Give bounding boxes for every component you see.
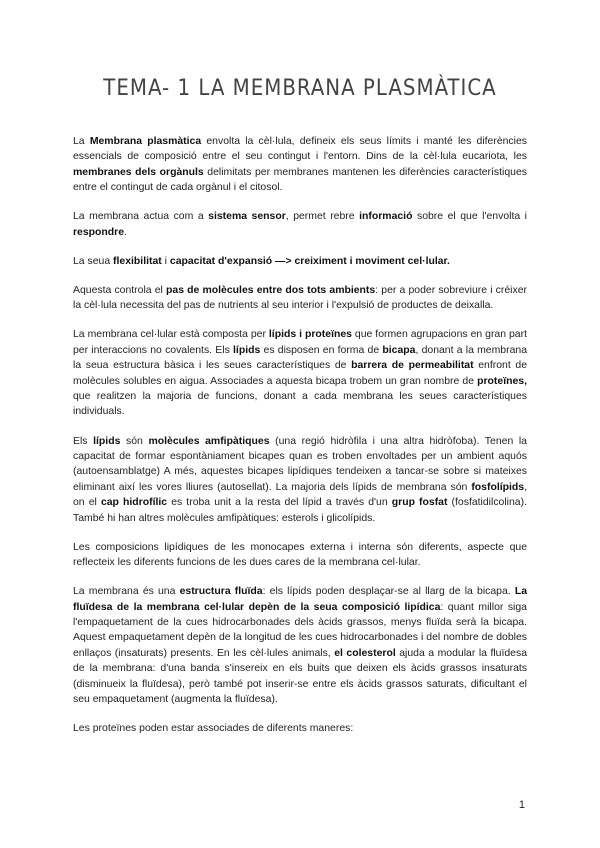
text-run: , permet rebre [285,211,360,223]
bold-text: pas de molècules entre dos tots ambients [166,284,376,296]
bold-text: estructura fluïda [179,586,263,598]
text-run: : els lípids poden desplaçar-se al llarg de la bicapa. [262,586,515,598]
bold-text: La fluïdesa de la membrana cel·lular depèn de la seua composició lipídica [73,586,528,613]
page-number: 1 [518,799,525,811]
text-run: sobre el que l'envolta i [412,211,527,223]
text-run: Els [73,435,94,447]
text-run: enfront de molècules solubles en aigua. Associades a aquesta bicapa trobem un gran nombre de [73,360,528,387]
bold-text: membranes dels orgànuls [73,166,204,178]
text-run: que formen agrupacions en gran part per interaccions no covalents. Els [73,329,527,356]
paragraph [73,327,527,419]
bold-text: lípids [93,435,121,447]
paragraph [73,721,527,736]
paragraph [73,209,527,240]
bold-text: fosfolípids [471,481,525,493]
text-run: Aquesta controla el [73,284,167,296]
bold-text: informació [359,211,413,223]
bold-text: el colesterol [334,647,396,659]
text-run: . [124,226,127,238]
bold-text: lípids [233,344,261,356]
text-run: envolta la cèl·lula, defineix els seus límits i manté les diferències essencials de composició entre el seu contingut i l'entorn. Dins de la cèl·lula eucariota, les [73,136,527,163]
text-run: delimitats per membranes mantenen les diferències característiques entre el contingut de cada orgànul i el citosol. [73,166,527,194]
bold-text: grup fosfat [391,497,448,509]
bold-text: barrera de permeabilitat [351,360,474,372]
paragraph [73,254,527,269]
text-run: La membrana actua com a [73,211,209,223]
text-run: i [161,255,170,267]
text-run: ajuda a modular la fluïdesa de la membrana: d'una banda s'insereix en els buits que deixen els àcids grassos insaturats (disminueix la fluïdesa), però també pot inserir-se entre els àcids grassos saturats, dificultant el seu empaquetament (augmenta la fluïdesa). [73,647,527,705]
text-run: : quant millor siga l'empaquetament de la cues hidrocarbonades dels àcids grassos, menys fluïda serà la bicapa. Aquest empaquetament depèn de la longitud de les cues hidrocarbonades i del nombre de dobles enllaços (insaturats) presents. En les cèl·lules animals, [73,601,527,659]
text-run: Les composicions lipídiques de les monocapes externa i interna són diferents, aspecte que reflecteix les diferents funcions de les dues cares de la membrana cel·lular. [73,541,527,569]
paragraph [73,434,527,526]
paragraph [73,540,527,571]
text-run: La [73,136,90,147]
bold-text: respondre [73,226,125,238]
text-run: , donant a la membrana la seua estructura bàsica i les seues característiques de [73,344,528,372]
bold-text: bicapa [382,344,416,356]
text-run: , on el [73,481,527,509]
bold-text: Membrana plasmàtica [89,136,202,147]
text-run: (fosfatidilcolina). També hi han altres molècules amfipàtiques: esterols i glicolípids. [73,497,527,524]
bold-text: lípids i proteïnes [268,329,352,341]
text-run: La membrana és una [73,586,180,598]
bold-text: flexibilitat [113,255,162,267]
text-run: es disposen en forma de [260,344,383,356]
bold-text: proteïnes, [477,375,527,387]
bold-text: molècules amfipàtiques [148,435,270,447]
text-run: La membrana cel·lular està composta per [73,329,269,341]
text-run: (una regió hidròfila i una altra hidròfoba). Tenen la capacitat de formar espontàniament bicapes quan es troben envoltades per un ambient aquós (autoensamblatge) A més, aquestes bicapes lipídiques tendeixen a tancar-se sobre si mateixes eliminant així les vores lliures (autosellat). La majoria dels lípids de membrana són [73,435,527,493]
text-run: : per a poder sobreviure i créixer la cèl·lula necessita del pas de nutrients al seu interior i l'expulsió de productes de deixalla. [73,284,527,312]
bold-text: cap hidrofílic [100,497,168,509]
paragraph [73,584,527,707]
text-run: són [120,435,149,447]
text-run: La seua [73,255,114,267]
page-title: TEMA- 1 LA MEMBRANA PLASMÀTICA [103,76,497,101]
text-run: Les proteïnes poden estar associades de diferents maneres: [73,723,354,735]
paragraph [73,283,527,314]
paragraph [73,134,527,196]
document-body [73,134,527,750]
text-run: es troba unit a la resta del lípid a través d'un [167,497,392,509]
bold-text: capacitat d'expansió —> creiximent i moviment cel·lular. [169,255,450,267]
bold-text: sistema sensor [208,211,286,223]
text-run: que realitzen la majoria de funcions, donant a cada membrana les seues característiques individuals. [73,391,527,418]
